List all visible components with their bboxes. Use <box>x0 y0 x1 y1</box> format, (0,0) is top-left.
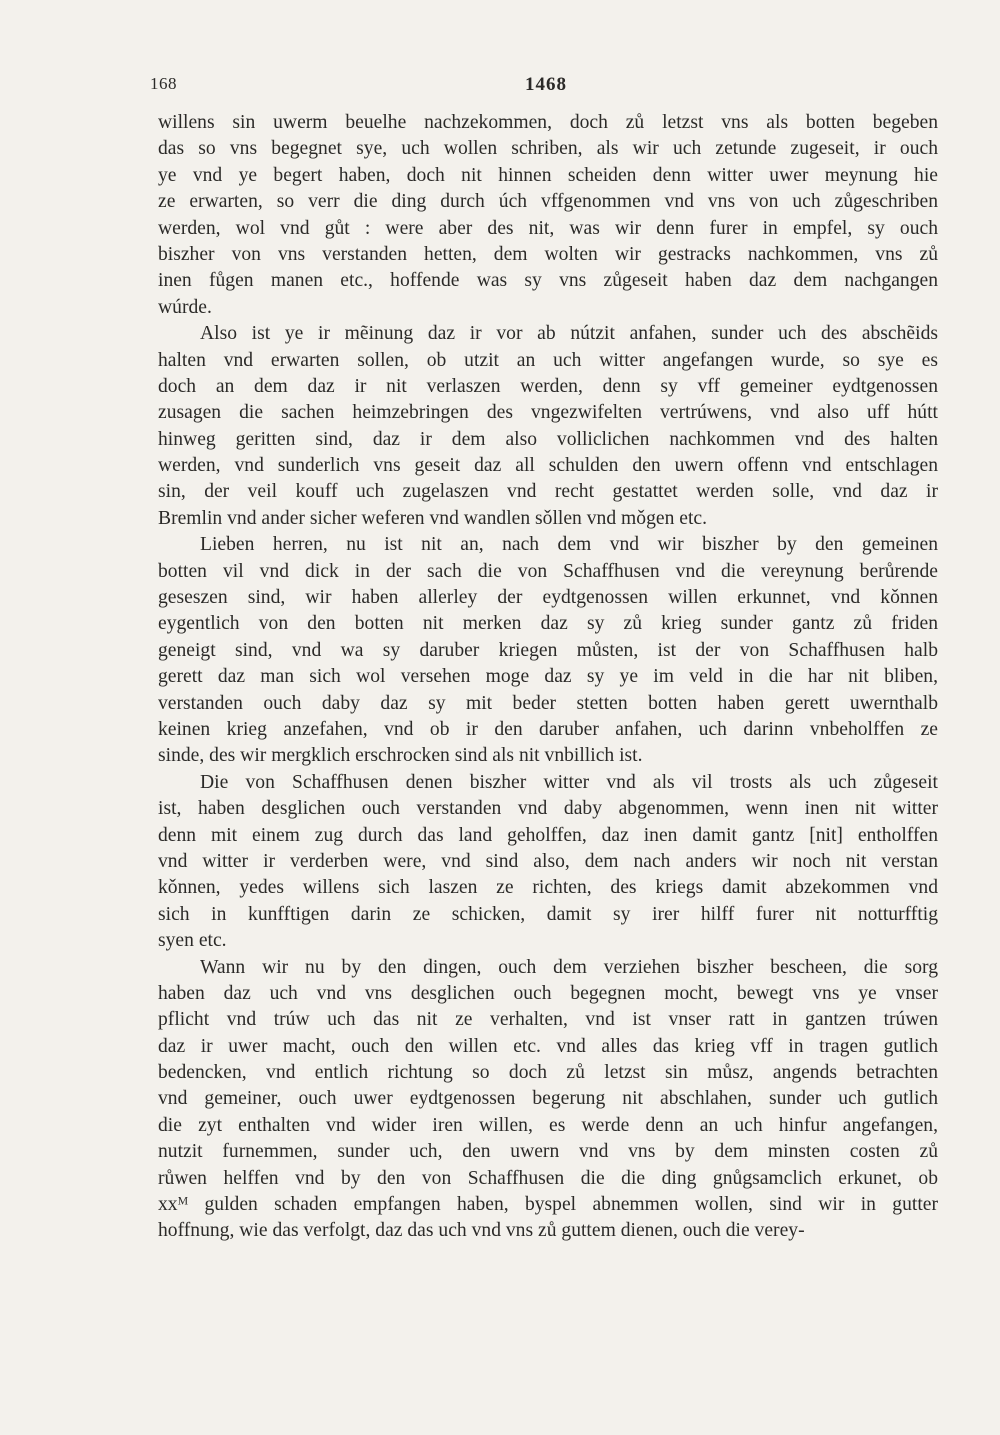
text-line: hoffnung, wie das verfolgt, daz das uch vnd vns zů guttem dienen, ouch die verey- <box>158 1220 805 1242</box>
text-line: pflicht vnd trúw uch das nit ze verhalten, vnd ist vnser ratt in gantzen trúwen <box>158 1009 938 1031</box>
text-line: denn mit einem zug durch das land geholffen, daz inen damit gantz [nit] entholffen <box>158 824 938 846</box>
text-line: willens sin uwerm beuelhe nachzekommen, doch zů letzst vns als botten begeben <box>158 112 938 133</box>
text-line: halten vnd erwarten sollen, ob utzit an uch witter angefangen wurde, so sye es <box>158 349 938 371</box>
text-line: geseszen sind, wir haben allerley der eydtgenossen willen erkunnet, vnd kǒnnen <box>158 587 938 609</box>
page-number: 168 <box>150 74 177 93</box>
text-line: werden, vnd sunderlich vns geseit daz all schulden den uwern offenn vnd entschlagen <box>158 455 938 477</box>
text-line: das so vns begegnet sye, uch wollen schriben, als wir uch zetunde zugeseit, ir ouch <box>158 138 938 160</box>
text-line: Lieben herren, nu ist nit an, nach dem vnd wir biszher by den gemeinen <box>200 534 938 556</box>
text-line: inen fůgen manen etc., hoffende was sy vns zůgeseit haben daz dem nachgangen <box>158 270 938 292</box>
text-line: doch an dem daz ir nit verlaszen werden, denn sy vff gemeiner eydtgenossen <box>158 375 938 397</box>
paragraph <box>158 321 938 532</box>
text-line: Wann wir nu by den dingen, ouch dem verziehen biszher bescheen, die sorg <box>200 956 938 978</box>
text-line: ze erwarten, so verr die ding durch úch vffgenommen vnd vns von uch zůgeschriben <box>158 191 938 213</box>
paragraph <box>158 955 938 1245</box>
text-line: die zyt enthalten vnd wider iren willen, es werde denn an uch hinfur angefangen, <box>158 1114 938 1136</box>
text-line: Die von Schaffhusen denen biszher witter vnd als vil trosts als uch zůgeseit <box>200 771 938 793</box>
text-line: xxᴹ gulden schaden empfangen haben, byspel abnemmen wollen, sind wir in gutter <box>158 1194 938 1216</box>
text-line: gerett daz man sich wol versehen moge daz sy ye im veld in die har nit bliben, <box>158 666 938 688</box>
text-line: sin, der veil kouff uch zugelaszen vnd recht gestattet werden solle, vnd daz ir <box>158 481 938 503</box>
text-line: geneigt sind, vnd wa sy daruber kriegen můsten, ist der von Schaffhusen halb <box>158 639 938 661</box>
text-line: Also ist ye ir mẽinung daz ir vor ab nútzit anfahen, sunder uch des abschẽids <box>200 323 938 345</box>
text-line: kǒnnen, yedes willens sich laszen ze richten, des kriegs damit abzekommen vnd <box>158 877 938 899</box>
text-line: syen etc. <box>158 930 227 952</box>
paragraph <box>158 532 938 770</box>
body-text <box>158 110 938 1245</box>
text-line: eygentlich von den botten nit merken daz sy zů krieg sunder gantz zů friden <box>158 613 938 635</box>
text-line: hinweg geritten sind, daz ir dem also volliclichen nachkommen vnd des halten <box>158 428 938 450</box>
text-line: ye vnd ye begert haben, doch nit hinnen scheiden denn witter uwer meynung hie <box>158 164 938 186</box>
text-line: werden, wol vnd gůt : were aber des nit, was wir denn furer in empfel, sy ouch <box>158 217 938 239</box>
text-line: vnd gemeiner, ouch uwer eydtgenossen begerung nit abschlahen, sunder uch gutlich <box>158 1088 938 1110</box>
text-line: nutzit furnemmen, sunder uch, den uwern vnd vns by dem minsten costen zů <box>158 1141 938 1163</box>
text-line: ist, haben desglichen ouch verstanden vnd daby abgenommen, wenn inen nit witter <box>158 798 938 820</box>
text-line: sich in kunfftigen darin ze schicken, damit sy irer hilff furer nit notturfftig <box>158 903 938 925</box>
text-line: daz ir uwer macht, ouch den willen etc. vnd alles das krieg vff in tragen gutlich <box>158 1035 938 1057</box>
text-line: sinde, des wir mergklich erschrocken sind als nit vnbillich ist. <box>158 745 643 767</box>
text-line: bedencken, vnd entlich richtung so doch zů letzst sin můsz, angends betrachten <box>158 1062 938 1084</box>
text-line: zusagen die sachen heimzebringen des vngezwifelten vertrúwens, vnd also uff hútt <box>158 402 938 424</box>
text-line: keinen krieg anzefahen, vnd ob ir den daruber anfahen, uch darinn vnbeholffen ze <box>158 718 938 740</box>
page-header <box>150 68 940 98</box>
paragraph <box>158 770 938 955</box>
text-line: vnd witter ir verderben were, vnd sind also, dem nach anders wir noch nit verstan <box>158 850 938 872</box>
text-line: růwen helffen vnd by den von Schaffhusen die die ding gnůgsamclich erkunet, ob <box>158 1167 938 1189</box>
text-line: botten vil vnd dick in der sach die von Schaffhusen vnd die vereynung berůrende <box>158 560 938 582</box>
text-line: Bremlin vnd ander sicher weferen vnd wandlen sǒllen vnd mǒgen etc. <box>158 507 707 529</box>
paragraph <box>158 110 938 321</box>
text-line: haben daz uch vnd vns desglichen ouch begegnen mocht, bewegt vns ye vnser <box>158 982 938 1004</box>
text-line: verstanden ouch daby daz sy mit beder stetten botten haben gerett uwernthalb <box>158 692 938 714</box>
text-line: wúrde. <box>158 296 212 318</box>
year-heading: 1468 <box>525 74 567 95</box>
text-line: biszher von vns verstanden hetten, dem wolten wir gestracks nachkommen, vns zů <box>158 243 938 265</box>
